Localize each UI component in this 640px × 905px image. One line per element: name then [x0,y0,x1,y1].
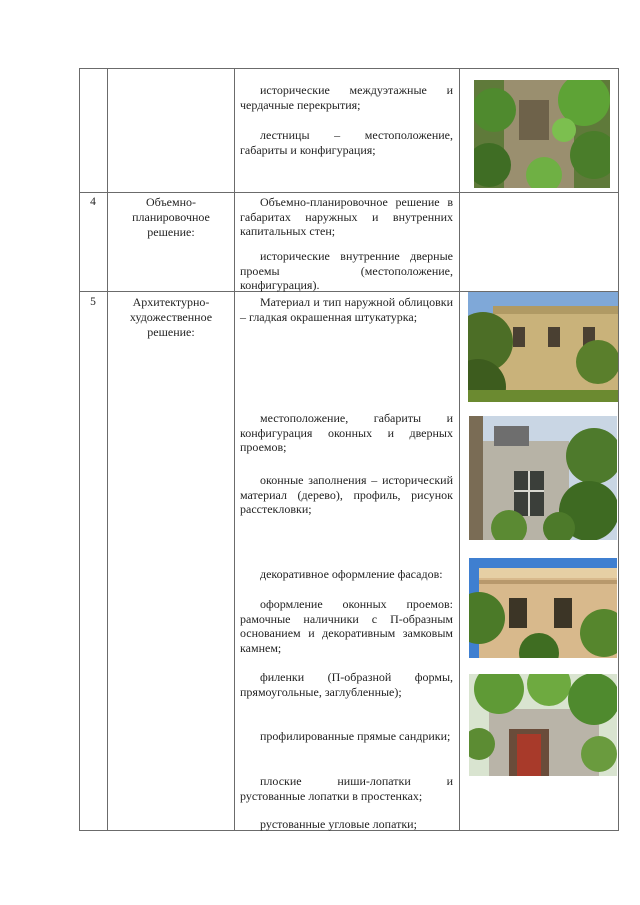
paragraph-openings-location: местоположение, габариты и конфигурация оконных и дверных проемов; [240,411,453,454]
paragraph-interfloor-ceilings: исторические междуэтажные и чердачные перекрытия; [240,83,453,112]
column-divider-section [234,68,235,831]
row-divider-4 [79,192,618,193]
paragraph-corner-pilasters: рустованные угловые лопатки; [260,817,417,831]
facade-cornice-photo [469,558,617,658]
yellow-building-facade-photo [468,292,618,402]
paragraph-panels: филенки (П-образной формы, прямоугольные, заглубленные); [240,670,453,699]
section-title-volume-planning: Объемно-планировочное решение: [132,195,210,239]
row-number-5: 5 [90,296,96,308]
paragraph-window-fillings: оконные заполнения – исторический материал (дерево), профиль, рисунок расстекловки; [240,473,453,516]
window-with-trees-photo [469,416,617,540]
paragraph-sandriki: профилированные прямые сандрики; [260,729,451,743]
section-title-architectural: Архитектурно-художественное решение: [129,295,213,339]
paragraph-interior-doorways: исторические внутренние дверные проемы (местоположение, конфигурация). [240,249,453,292]
paragraph-window-framing: оформление оконных проемов: рамочные наличники с П-образным основанием и декоративным замковым камнем; [240,597,453,655]
paragraph-stairs: лестницы – местоположение, габариты и конфигурация; [240,128,453,157]
paragraph-volume-planning: Объемно-планировочное решение в габаритах наружных и внутренних капитальных стен; [240,195,453,238]
table-left-border [79,68,80,831]
column-divider-text [459,68,460,831]
paragraph-niches-pilasters: плоские ниши-лопатки и рустованные лопатки в простенках; [240,774,453,803]
ruin-with-foliage-photo [474,80,610,188]
column-divider-number [107,68,108,831]
paragraph-facing-material: Материал и тип наружной облицовки – гладкая окрашенная штукатурка; [240,295,453,324]
doorway-with-foliage-photo [469,674,617,776]
row-number-4: 4 [90,196,96,208]
table-top-border [79,68,618,69]
table-right-border [618,68,619,831]
paragraph-facade-decoration: декоративное оформление фасадов: [260,567,443,581]
